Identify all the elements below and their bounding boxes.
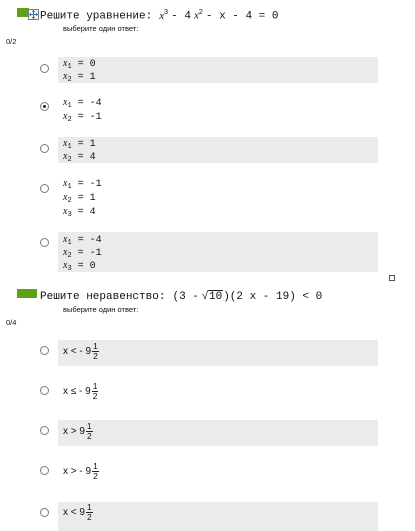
answer-radio-selected[interactable]	[40, 102, 49, 111]
answer-inequality: x > 9 $\frac{1}{2}$	[63, 421, 92, 441]
move-question-icon[interactable]	[28, 9, 39, 20]
answer-radio[interactable]	[40, 508, 49, 517]
answer-line: $x_2 = 1$	[63, 71, 96, 84]
eq-term: - 4	[171, 10, 191, 23]
question-1-score: 0/2	[6, 37, 17, 46]
expr-part: (3 -	[172, 291, 199, 303]
answer-option[interactable]	[58, 420, 378, 446]
answer-inequality: x > - 9 $\frac{1}{2}$	[63, 461, 98, 481]
answer-line: $x_2 = -1$	[63, 247, 102, 260]
answer-radio[interactable]	[40, 386, 49, 395]
answer-option[interactable]	[58, 232, 378, 272]
answer-line: $x_1 = -4$	[63, 234, 102, 247]
eq-term: - x - 4 = 0	[205, 10, 279, 23]
expr-part: )(2 x - 19) < 0	[223, 291, 323, 303]
eq-exp: 2	[198, 9, 203, 16]
eq-var: x	[194, 9, 199, 22]
question-2-score: 0/4	[6, 318, 17, 327]
answer-inequality: x ≤ - 9 $\frac{1}{2}$	[63, 381, 98, 401]
answer-radio[interactable]	[40, 64, 49, 73]
question-2-title	[40, 290, 322, 303]
answer-option[interactable]	[58, 340, 378, 366]
answer-radio[interactable]	[40, 238, 49, 247]
answer-option[interactable]	[58, 502, 378, 531]
answer-line: $x_3 = 0$	[63, 260, 96, 273]
answer-line: $x_2 = -1$	[63, 111, 102, 124]
answer-line: $x_1 = 1$	[63, 138, 96, 151]
answer-radio[interactable]	[40, 144, 49, 153]
answer-line: $x_2 = 1$	[63, 192, 96, 205]
answer-radio[interactable]	[40, 426, 49, 435]
resize-handle-icon[interactable]	[389, 275, 395, 281]
answer-line: $x_2 = 4$	[63, 151, 96, 164]
answer-radio[interactable]	[40, 466, 49, 475]
eq-exp: 3	[164, 9, 169, 16]
answer-radio[interactable]	[40, 184, 49, 193]
answer-inequality: x < - 9 $\frac{1}{2}$	[63, 341, 98, 361]
answer-line: $x_1 = -1$	[63, 178, 102, 191]
answer-option[interactable]	[58, 57, 378, 83]
question-1-prefix: Решите уравнение:	[40, 10, 153, 23]
answer-line: $x_1 = -4$	[63, 97, 102, 110]
answer-radio[interactable]	[40, 346, 49, 355]
sqrt-sign: √	[201, 290, 208, 302]
eq-var: x	[159, 9, 165, 22]
sqrt-argument: 10	[209, 291, 223, 303]
answer-line: $x_3 = 4$	[63, 206, 96, 219]
question-1-title	[40, 9, 279, 23]
answer-line: $x_1 = 0$	[63, 58, 96, 71]
question-flag-icon[interactable]	[17, 289, 37, 298]
question-1-instruction: выберите один ответ:	[63, 24, 139, 33]
question-2-instruction: выберите один ответ:	[63, 305, 139, 314]
answer-option[interactable]	[58, 137, 378, 163]
question-2-prefix: Решите неравенство:	[40, 291, 166, 303]
answer-inequality: x < 9 $\frac{1}{2}$	[63, 502, 92, 522]
